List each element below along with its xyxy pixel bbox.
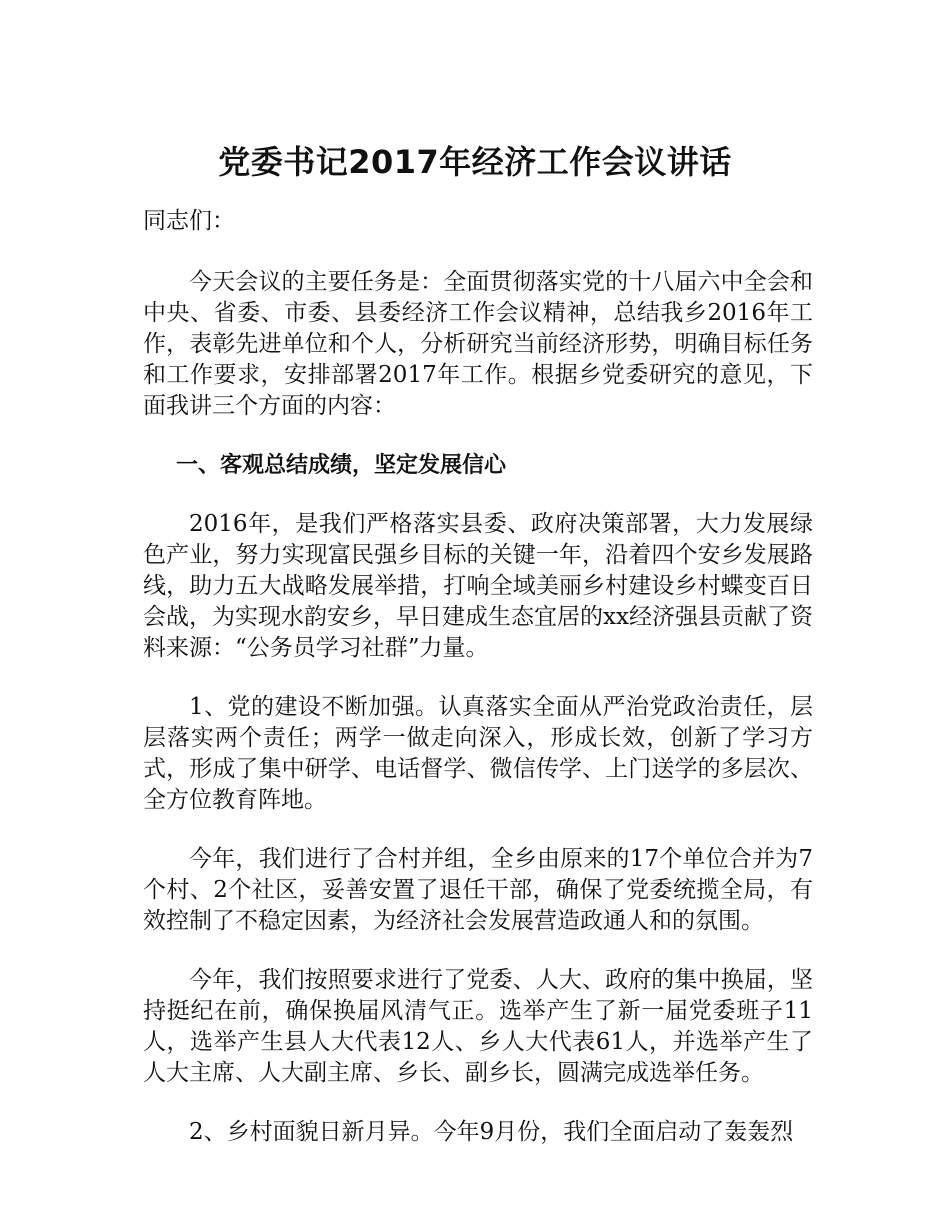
greeting: 同志们： — [143, 208, 235, 234]
document-title: 党委书记2017年经济工作会议讲话 — [218, 143, 732, 181]
document-body — [143, 206, 813, 1148]
paragraph-intro: 今天会议的主要任务是：全面贯彻落实党的十八届六中全会和中央、省委、市委、县委经济工作会议精神，总结我乡2016年工作，表彰先进单位和个人，分析研究当前经济形势，明确目标任务和工作要求，安排部署2017年工作。根据乡党委研究的意见，下面我讲三个方面的内容： — [143, 269, 813, 419]
paragraph-rural-appearance: 2、乡村面貌日新月异。今年9月份，我们全面启动了轰轰烈 — [189, 1119, 794, 1145]
paragraph-election: 今年，我们按照要求进行了党委、人大、政府的集中换届，坚持挺纪在前，确保换届风清气正。选举产生了新一届党委班子11人，选举产生县人大代表12人、乡人大代表61人，并选举产生了人大主席、人大副主席、乡长、副乡长，圆满完成选举任务。 — [143, 967, 813, 1086]
section-heading: 一、客观总结成绩，坚定发展信心 — [176, 453, 507, 478]
paragraph-summary: 2016年，是我们严格落实县委、政府决策部署，大力发展绿色产业，努力实现富民强乡目标的关键一年，沿着四个安乡发展路线，助力五大战略发展举措，打响全域美丽乡村建设乡村蝶变百日会战，为实现水韵安乡，早日建成生态宜居的xx经济强县贡献了资料来源：“公务员学习社群”力量。 — [143, 511, 813, 661]
paragraph-village-merge: 今年，我们进行了合村并组，全乡由原来的17个单位合并为7个村、2个社区，妥善安置了退任干部，确保了党委统揽全局，有效控制了不稳定因素，为经济社会发展营造政通人和的氛围。 — [143, 846, 813, 934]
paragraph-party-building: 1、党的建设不断加强。认真落实全面从严治党政治责任，层层落实两个责任；两学一做走向深入，形成长效，创新了学习方式，形成了集中研学、电话督学、微信传学、上门送学的多层次、全方位教育阵地。 — [143, 694, 813, 813]
